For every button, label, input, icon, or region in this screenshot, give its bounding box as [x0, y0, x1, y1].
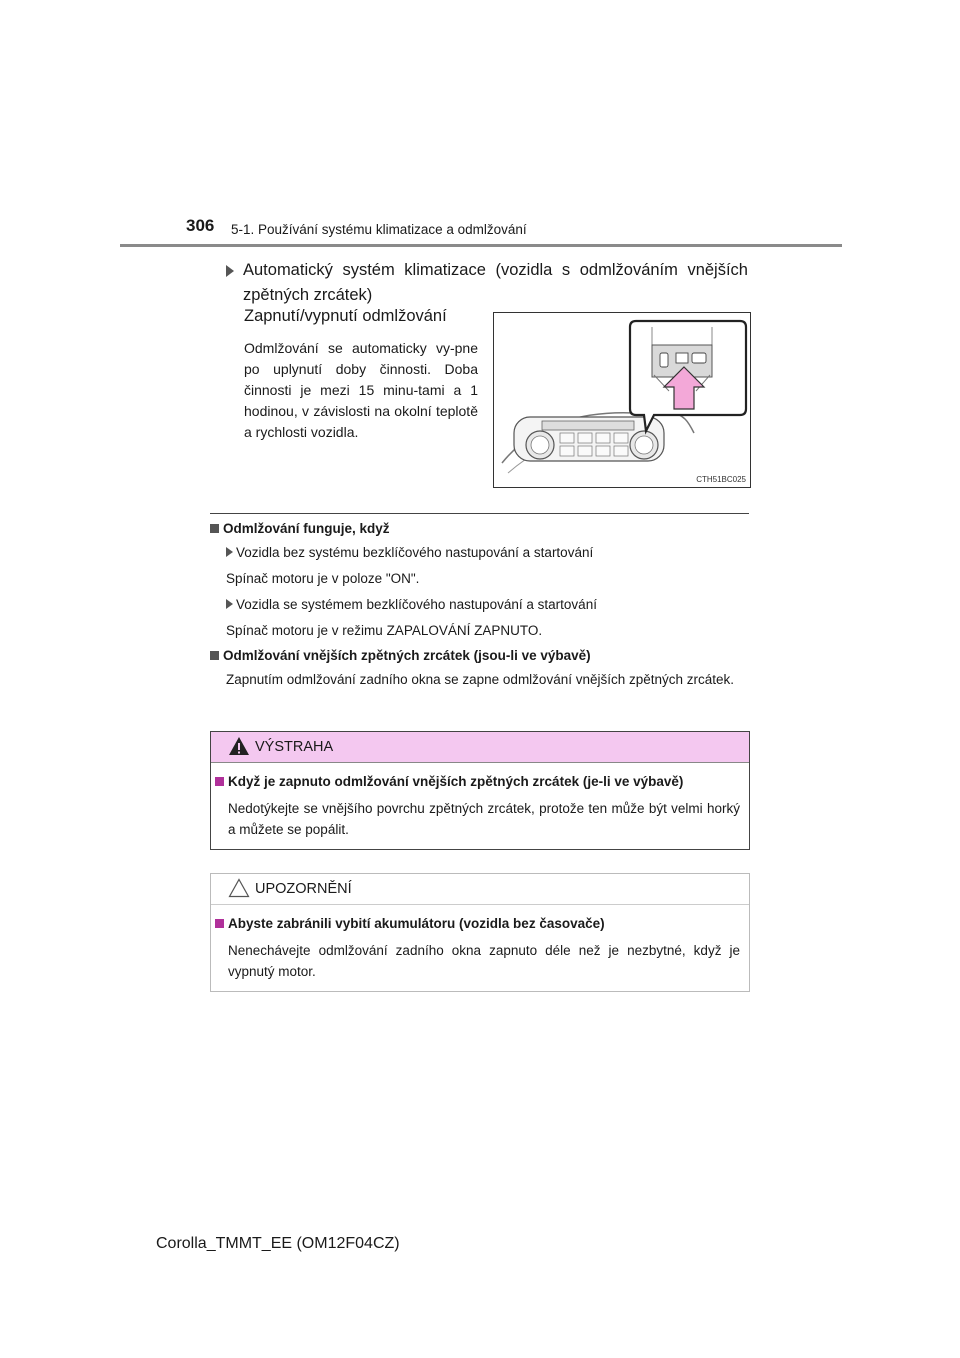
page-number: 306 — [186, 216, 215, 235]
header-divider — [120, 244, 842, 247]
climate-panel-illustration — [494, 313, 750, 487]
note-bullet: Vozidla bez systému bezklíčového nastupování a startování — [226, 545, 593, 560]
figure-code: CTH51BC025 — [696, 475, 746, 484]
caution-triangle-outline-icon — [228, 878, 250, 898]
warning-header — [211, 732, 749, 763]
chapter-title: 5-1. Používání systému klimatizace a odmlžování — [231, 222, 527, 237]
caution-text: Nenechávejte odmlžování zadního okna zapnuto déle než je nezbytné, když je vypnutý motor. — [228, 943, 740, 979]
triangle-bullet-icon — [226, 547, 233, 557]
triangle-bullet-icon — [226, 265, 234, 277]
note-heading: Odmlžování vnějších zpětných zrcátek (jsou-li ve výbavě) — [210, 648, 591, 663]
triangle-bullet-icon — [226, 599, 233, 609]
note-heading: Odmlžování funguje, když — [210, 521, 390, 536]
warning-triangle-icon — [228, 736, 250, 756]
square-bullet-icon — [210, 651, 219, 660]
square-bullet-icon — [210, 524, 219, 533]
caution-title: UPOZORNĚNÍ — [255, 881, 352, 897]
climate-panel-figure — [493, 312, 751, 488]
footer-model: Corolla_TMMT_EE (OM12F04CZ) — [156, 1235, 400, 1252]
section-title: Automatický systém klimatizace (vozidla s odmlžováním vnějších zpětných zrcátek) — [226, 258, 748, 308]
section-description: Odmlžování se automaticky vy-pne po uplynutí doby činnosti. Doba činnosti je mezi 15 minu-tami a 1 hodinou, v závislosti na okolní teplotě a rychlosti vozidla. — [244, 340, 478, 440]
square-bullet-icon — [215, 777, 224, 786]
warning-box — [210, 731, 750, 850]
warning-text: Nedotýkejte se vnějšího povrchu zpětných zrcátek, protože ten může být velmi horký a můžete se popálit. — [228, 801, 740, 837]
note-text: Spínač motoru je v poloze "ON". — [226, 571, 420, 586]
note-text: Spínač motoru je v režimu ZAPALOVÁNÍ ZAPNUTO. — [226, 623, 543, 638]
section-divider — [210, 513, 749, 514]
note-text: Zapnutím odmlžování zadního okna se zapne odmlžování vnějších zpětných zrcátek. — [226, 672, 735, 687]
caution-item: Abyste zabránili vybití akumulátoru (vozidla bez časovače) — [215, 916, 605, 931]
caution-box — [210, 873, 750, 992]
warning-title: VÝSTRAHA — [255, 739, 334, 755]
note-bullet: Vozidla se systémem bezklíčového nastupování a startování — [226, 597, 597, 612]
square-bullet-icon — [215, 919, 224, 928]
caution-header — [211, 874, 749, 905]
warning-item: Když je zapnuto odmlžování vnějších zpětných zrcátek (je-li ve výbavě) — [215, 774, 683, 789]
section-subtitle: Zapnutí/vypnutí odmlžování — [244, 307, 447, 325]
